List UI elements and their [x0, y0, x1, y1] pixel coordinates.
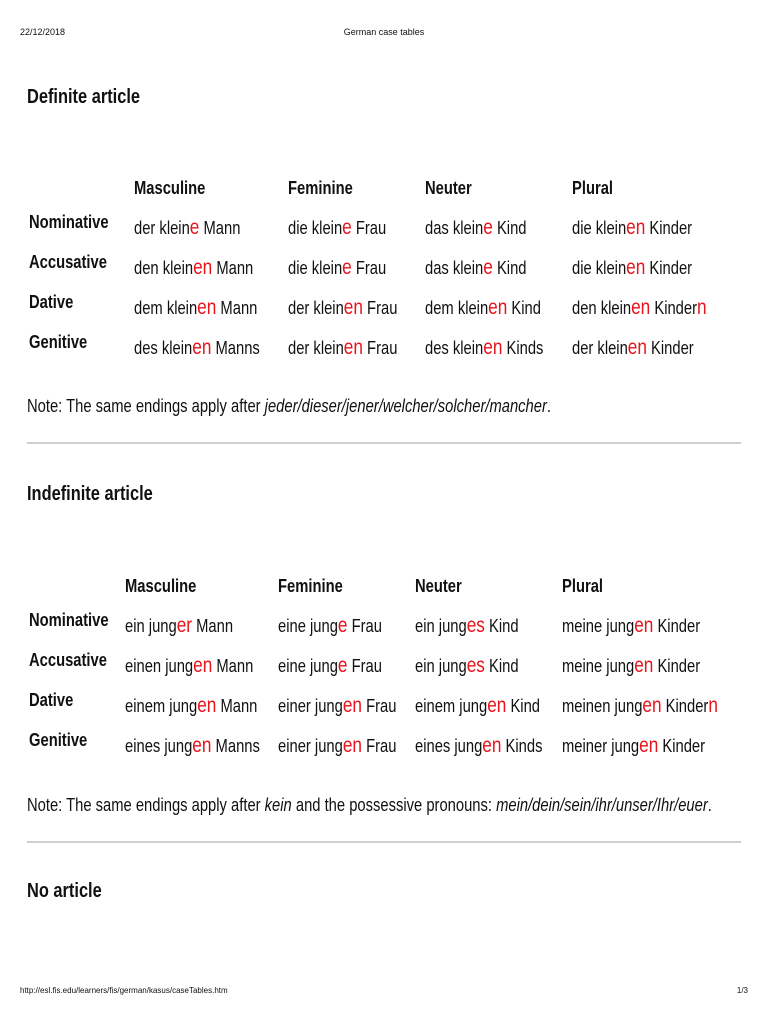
word-part: Kinder — [653, 656, 701, 676]
print-page-number: 1/3 — [736, 986, 748, 995]
word-part: Kinds — [502, 338, 544, 358]
declension-cell — [278, 694, 396, 718]
word-part: Kinder — [653, 616, 701, 636]
section-divider — [27, 841, 741, 843]
ending: en — [197, 296, 217, 319]
declension-cell — [572, 216, 692, 240]
word-part: ein jung — [415, 616, 467, 636]
case-label-nominative: Nominative — [29, 610, 109, 630]
column-header: Masculine — [134, 178, 206, 198]
declension-cell — [415, 614, 519, 638]
word-part: der klein — [572, 338, 628, 358]
declension-cell — [562, 654, 700, 678]
declension-cell — [134, 296, 257, 320]
case-label-genitive: Genitive — [29, 332, 88, 352]
declension-cell — [415, 654, 519, 678]
word-part: eine jung — [278, 616, 338, 636]
word-part: Kind — [484, 656, 519, 676]
word-part: Manns — [211, 338, 260, 358]
ending: e — [483, 216, 493, 239]
word-part: eines jung — [415, 736, 483, 756]
word-part: einem jung — [415, 696, 488, 716]
section-divider — [27, 442, 741, 444]
word-part: den klein — [572, 298, 632, 318]
word-part: meine jung — [562, 656, 635, 676]
declension-cell — [134, 336, 260, 360]
declension-cell — [572, 256, 692, 280]
note-suffix: . — [707, 795, 712, 815]
declension-cell — [288, 296, 397, 320]
word-part: dem klein — [425, 298, 489, 318]
word-part: die klein — [288, 258, 343, 278]
word-part: Mann — [212, 258, 254, 278]
declension-cell — [562, 614, 700, 638]
word-part: Frau — [347, 616, 382, 636]
word-part: der klein — [288, 298, 344, 318]
declension-cell — [572, 296, 707, 320]
word-part: meiner jung — [562, 736, 640, 756]
word-part: Kinder — [661, 696, 709, 716]
word-part: das klein — [425, 218, 484, 238]
word-part: meine jung — [562, 616, 635, 636]
section-heading-definite: Definite article — [27, 86, 141, 108]
word-part: Frau — [362, 298, 398, 318]
note-italic: mein/dein/sein/ihr/unser/Ihr/euer — [496, 795, 708, 815]
ending: en — [634, 614, 654, 637]
word-part: der klein — [288, 338, 344, 358]
word-part: Kinder — [646, 338, 694, 358]
ending: e — [189, 216, 200, 239]
column-header: Neuter — [415, 576, 462, 596]
note-text: Note: The same endings apply after — [27, 795, 265, 815]
section-heading-no-article: No article — [27, 880, 102, 902]
column-header: Plural — [562, 576, 604, 596]
ending: en — [343, 296, 363, 319]
declension-cell — [134, 216, 240, 240]
word-part: einem jung — [125, 696, 198, 716]
column-header: Feminine — [288, 178, 353, 198]
word-part: Frau — [347, 656, 382, 676]
declension-cell — [134, 256, 253, 280]
word-part: die klein — [572, 258, 627, 278]
declension-cell — [415, 734, 542, 758]
word-part: des klein — [425, 338, 484, 358]
word-part: Manns — [211, 736, 260, 756]
word-part: eine jung — [278, 656, 338, 676]
ending: n — [708, 694, 718, 717]
ending: es — [466, 654, 485, 677]
ending: en — [342, 694, 362, 717]
declension-cell — [278, 614, 382, 638]
section-heading-indefinite: Indefinite article — [27, 483, 153, 505]
ending: e — [342, 256, 352, 279]
ending: en — [192, 734, 212, 757]
declension-cell — [288, 216, 386, 240]
word-part: Kind — [484, 616, 519, 636]
column-header: Feminine — [278, 576, 343, 596]
column-header: Masculine — [125, 576, 197, 596]
column-header: Plural — [572, 178, 614, 198]
declension-cell — [125, 734, 260, 758]
ending: e — [483, 256, 493, 279]
word-part: Mann — [192, 616, 234, 636]
ending: en — [482, 734, 502, 757]
word-part: einen jung — [125, 656, 194, 676]
word-part: Kind — [507, 298, 541, 318]
ending: en — [627, 336, 647, 359]
ending: n — [697, 296, 707, 319]
case-label-accusative: Accusative — [29, 650, 107, 670]
word-part: Kind — [492, 218, 527, 238]
declension-cell — [562, 694, 718, 718]
word-part: dem klein — [134, 298, 198, 318]
note-suffix: . — [546, 396, 552, 416]
declension-cell — [288, 256, 386, 280]
declension-cell — [125, 654, 253, 678]
print-title: German case tables — [343, 27, 425, 37]
note-text: Note: The same endings apply after — [27, 396, 265, 416]
word-part: Kinder — [658, 736, 706, 756]
case-label-dative: Dative — [29, 292, 74, 312]
word-part: den klein — [134, 258, 194, 278]
ending: es — [466, 614, 485, 637]
case-label-nominative: Nominative — [29, 212, 109, 232]
case-label-genitive: Genitive — [29, 730, 88, 750]
word-part: das klein — [425, 258, 484, 278]
word-part: Frau — [351, 218, 387, 238]
ending: en — [483, 336, 503, 359]
ending: en — [193, 256, 213, 279]
word-part: einer jung — [278, 696, 343, 716]
word-part: Frau — [351, 258, 387, 278]
case-label-accusative: Accusative — [29, 252, 107, 272]
ending: en — [487, 694, 507, 717]
word-part: Frau — [361, 736, 397, 756]
ending: en — [342, 734, 362, 757]
word-part: ein jung — [415, 656, 467, 676]
indefinite-note — [27, 795, 712, 816]
print-url: http://esl.fis.edu/learners/fis/german/kasus/caseTables.htm — [20, 986, 228, 995]
note-italic: jeder/dieser/jener/welcher/solcher/mancher — [264, 396, 547, 416]
word-part: die klein — [288, 218, 343, 238]
declension-cell — [288, 336, 397, 360]
word-part: ein jung — [125, 616, 177, 636]
ending: en — [626, 216, 646, 239]
ending: en — [634, 654, 654, 677]
definite-note — [27, 396, 551, 417]
note-mid: and the possessive pronouns: — [291, 795, 497, 815]
ending: e — [342, 216, 352, 239]
case-label-dative: Dative — [29, 690, 74, 710]
word-part: einer jung — [278, 736, 343, 756]
declension-cell — [425, 256, 526, 280]
declension-cell — [278, 734, 396, 758]
word-part: der klein — [134, 218, 190, 238]
ending: en — [197, 694, 217, 717]
word-part: Mann — [216, 298, 258, 318]
word-part: Frau — [362, 338, 398, 358]
ending: en — [192, 336, 212, 359]
ending: en — [343, 336, 363, 359]
word-part: meinen jung — [562, 696, 643, 716]
word-part: Kinder — [645, 218, 693, 238]
definite-article-table — [0, 178, 768, 378]
ending: en — [642, 694, 662, 717]
declension-cell — [572, 336, 694, 360]
ending: en — [193, 654, 213, 677]
ending: e — [337, 654, 348, 677]
declension-cell — [425, 216, 526, 240]
ending: e — [337, 614, 348, 637]
word-part: des klein — [134, 338, 193, 358]
column-header: Neuter — [425, 178, 472, 198]
ending: en — [626, 256, 646, 279]
declension-cell — [125, 694, 257, 718]
word-part: die klein — [572, 218, 627, 238]
word-part: Kind — [506, 696, 541, 716]
ending: er — [176, 614, 193, 637]
note-italic: kein — [264, 795, 292, 815]
ending: en — [631, 296, 651, 319]
word-part: Frau — [361, 696, 397, 716]
declension-cell — [415, 694, 540, 718]
word-part: Kind — [492, 258, 527, 278]
declension-cell — [425, 336, 543, 360]
word-part: Mann — [199, 218, 241, 238]
declension-cell — [278, 654, 382, 678]
ending: en — [639, 734, 659, 757]
print-date: 22/12/2018 — [20, 27, 66, 37]
word-part: eines jung — [125, 736, 193, 756]
ending: en — [488, 296, 508, 319]
indefinite-article-table — [0, 576, 768, 776]
word-part: Kinds — [501, 736, 543, 756]
word-part: Kinder — [650, 298, 698, 318]
declension-cell — [425, 296, 541, 320]
word-part: Mann — [212, 656, 254, 676]
declension-cell — [562, 734, 705, 758]
word-part: Kinder — [645, 258, 693, 278]
word-part: Mann — [216, 696, 258, 716]
declension-cell — [125, 614, 233, 638]
